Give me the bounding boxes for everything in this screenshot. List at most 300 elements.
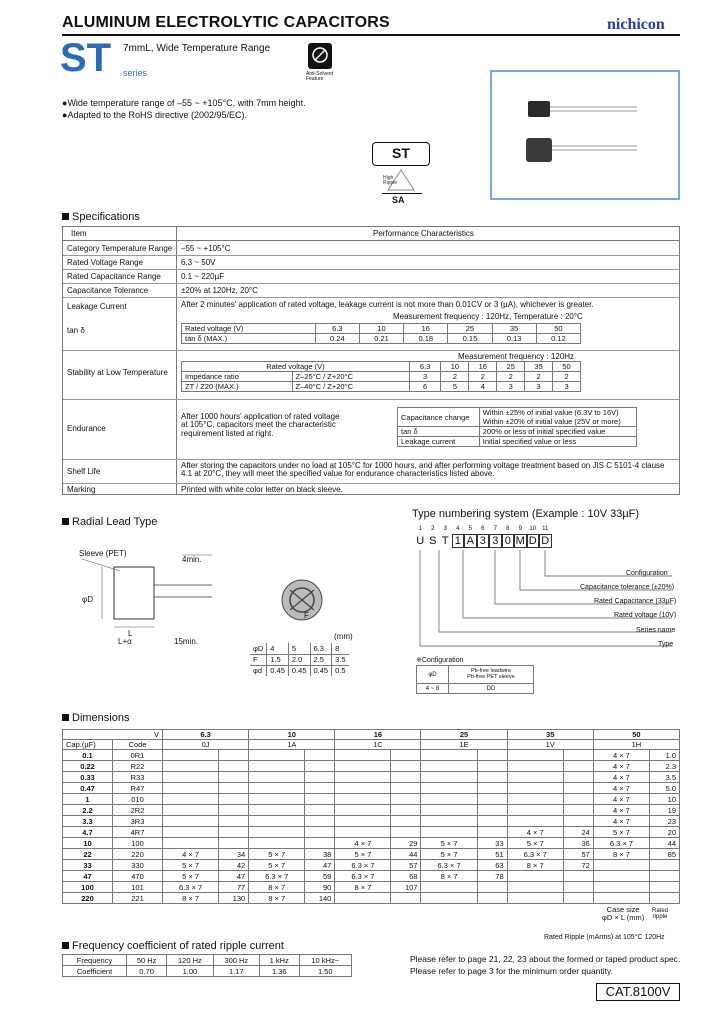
dim-ripple: 5.0: [650, 783, 680, 794]
dim-ripple: [563, 871, 593, 882]
type-label: Type: [658, 641, 674, 648]
stability-cell: 4: [469, 382, 497, 392]
stability-cell: 3: [409, 372, 441, 382]
freq-cell: Coefficient: [63, 966, 127, 977]
table-row: [63, 838, 680, 849]
dim-case-size: 5 × 7: [421, 838, 477, 849]
dim-ripple: 24: [563, 827, 593, 838]
dim-ripple: [391, 761, 421, 772]
dim-ripple: [477, 805, 507, 816]
spec-value: 6.3 ~ 50V: [181, 258, 216, 267]
dim-code-label: Code: [113, 740, 163, 750]
table-row: [63, 893, 680, 904]
dim-case-size: [421, 772, 477, 783]
dim-vcode: 1H: [593, 740, 679, 750]
dim-case-size: 5 × 7: [421, 849, 477, 860]
dim-vcode: 1V: [507, 740, 593, 750]
freq-cell: 10 kHz~: [299, 955, 351, 966]
tand-table: [181, 323, 581, 344]
dim-code: R22: [113, 761, 163, 772]
radial-cell: 3.5: [332, 654, 349, 665]
freq-cell: 1.17: [213, 966, 259, 977]
dim-case-size: [249, 827, 305, 838]
dim-case-size: 5 × 7: [249, 860, 305, 871]
radial-cell: 1.5: [267, 654, 289, 665]
dim-ripple: [391, 750, 421, 761]
stability-temp2: Z–40°C / Z+20°C: [292, 382, 409, 392]
series-code: ST: [60, 36, 112, 80]
dim-ripple: 68: [391, 871, 421, 882]
radial-unit: (mm): [334, 632, 353, 641]
dim-ripple: 90: [305, 882, 335, 893]
stability-cell: 5: [441, 382, 469, 392]
dim-cap: 47: [63, 871, 113, 882]
dim-cap: 2.2: [63, 805, 113, 816]
config-cell: DD: [448, 684, 533, 694]
position: 5: [468, 526, 472, 532]
table-row: [63, 849, 680, 860]
freq-cell: 1.50: [299, 966, 351, 977]
stability-cell: 3: [525, 382, 553, 392]
dim-ripple: [219, 827, 249, 838]
dim-v-label: V: [63, 730, 163, 740]
stability-cell: 16: [469, 362, 497, 372]
dim-ripple: [477, 761, 507, 772]
dim-ripple: [391, 827, 421, 838]
dim-case-size: [335, 772, 391, 783]
bullet-icon: ●: [62, 98, 68, 108]
table-row: [63, 750, 680, 761]
dim-ripple: 1.0: [650, 750, 680, 761]
dim-case-size: [421, 783, 477, 794]
dim-ripple: [305, 750, 335, 761]
anti-solvent-icon: [308, 43, 332, 69]
type-chars: [414, 534, 552, 548]
stability-cell: 3: [497, 382, 525, 392]
radial-cell: 0.45: [310, 665, 332, 676]
series-box-st: ST: [372, 142, 430, 166]
dim-ripple: [563, 816, 593, 827]
marking-item: Marking: [67, 485, 96, 494]
dim-ripple: [477, 827, 507, 838]
dimensions-heading: Dimensions: [62, 712, 129, 724]
dim-case-size: [507, 805, 563, 816]
dim-ripple: 42: [219, 860, 249, 871]
dim-ripple: [391, 893, 421, 904]
catalog-number: CAT.8100V: [596, 983, 680, 1001]
dim-ripple: [219, 750, 249, 761]
series-subtitle: 7mmL, Wide Temperature Range: [123, 43, 271, 54]
dim-case-size: [421, 827, 477, 838]
stability-impedance-label: Impedance ratio: [182, 372, 293, 382]
tand-cell: 6.3: [315, 324, 359, 334]
dim-case-size: 4 × 7: [163, 849, 219, 860]
endurance-text: After 1000 hours' application of rated voltage at 105°C, capacitors meet the characteristic requirement listed at right.: [181, 412, 340, 438]
table-row: [63, 871, 680, 882]
dim-case-size: [507, 794, 563, 805]
dim-case-size: [421, 750, 477, 761]
dim-voltage: 50: [593, 730, 679, 740]
dim-vcode: 0J: [163, 740, 249, 750]
dim-ripple: [391, 794, 421, 805]
spec-row-line: [63, 459, 679, 460]
dim-vcode: 1A: [249, 740, 335, 750]
freq-cell: 120 Hz: [167, 955, 213, 966]
dim-case-size: 8 × 7: [249, 893, 305, 904]
dim-ripple: [563, 794, 593, 805]
dim-ripple: [391, 816, 421, 827]
stability-cell: 10: [441, 362, 469, 372]
spec-item: Rated Capacitance Range: [67, 272, 161, 281]
dim-ripple: [477, 794, 507, 805]
type-char: S: [429, 535, 437, 547]
dim-ripple: [563, 893, 593, 904]
dimensions-footnote: Rated Ripple (mArms) at 105°C 120Hz: [544, 934, 665, 941]
dim-ripple: [650, 860, 680, 871]
radial-cell: 5: [288, 643, 310, 654]
dim-case-size: 4 × 7: [593, 772, 649, 783]
radial-cell: 2.0: [288, 654, 310, 665]
dim-ripple: 78: [477, 871, 507, 882]
frequency-heading: Frequency coefficient of rated ripple current: [62, 940, 284, 952]
spec-col-item: Item: [71, 229, 87, 238]
dim-ripple: [305, 816, 335, 827]
dim-ripple: 140: [305, 893, 335, 904]
type-char: T: [441, 535, 449, 547]
refer-note-2: Please refer to page 3 for the minimum order quantity.: [410, 966, 613, 976]
spec-row-line: [63, 297, 679, 298]
dim-cap: 33: [63, 860, 113, 871]
page-title: ALUMINUM ELECTROLYTIC CAPACITORS: [62, 14, 390, 31]
bullet-icon: ●: [62, 110, 68, 120]
freq-cell: 50 Hz: [127, 955, 167, 966]
dim-cap: 4.7: [63, 827, 113, 838]
radial-l-label: L: [128, 629, 133, 638]
spec-table: [62, 226, 680, 495]
tand-item: tan δ: [67, 326, 85, 335]
dim-ripple: [563, 783, 593, 794]
dim-case-size: [593, 871, 649, 882]
dim-ripple: 59: [305, 871, 335, 882]
dim-case-size: [593, 860, 649, 871]
dim-case-size: [421, 882, 477, 893]
type-positions: [414, 526, 552, 532]
dim-ripple: [219, 772, 249, 783]
dim-case-size: [163, 750, 219, 761]
dim-case-size: [335, 783, 391, 794]
dim-ripple: 33: [477, 838, 507, 849]
dim-case-size: 6.3 × 7: [335, 871, 391, 882]
dim-ripple: [305, 838, 335, 849]
stability-cell: 2: [469, 372, 497, 382]
config-title: ※Configuration: [416, 657, 464, 664]
dim-ripple: [650, 871, 680, 882]
dim-ripple: [219, 805, 249, 816]
capacitor-small-icon: [528, 101, 550, 117]
dim-case-size: [507, 761, 563, 772]
type-char: 3: [477, 534, 490, 548]
spec-col-perf: Performance Characteristics: [373, 229, 474, 238]
dim-cap: 0.47: [63, 783, 113, 794]
config-cell: Pb-free leadwire Pb-free PET sleeve: [448, 666, 533, 684]
dim-voltage: 16: [335, 730, 421, 740]
freq-cell: 1.36: [260, 966, 300, 977]
dim-ripple: 44: [391, 849, 421, 860]
dim-case-size: [593, 893, 649, 904]
dim-case-size: [507, 783, 563, 794]
dim-code: 4R7: [113, 827, 163, 838]
dim-code: 220: [113, 849, 163, 860]
dim-ripple: 34: [219, 849, 249, 860]
dim-case-size: [249, 838, 305, 849]
radial-heading: Radial Lead Type: [62, 516, 157, 528]
endurance-table: [397, 407, 637, 447]
radial-cell: 0.45: [267, 665, 289, 676]
anti-solvent-label: Anti-Solvent Feature: [306, 71, 333, 83]
dim-case-size: 5 × 7: [163, 871, 219, 882]
type-char: 0: [502, 534, 515, 548]
radial-pitch: F: [304, 611, 309, 620]
type-label: Rated Capacitance (33µF): [594, 598, 677, 605]
dim-case-size: 6.3 × 7: [593, 838, 649, 849]
tand-row-label: tan δ (MAX.): [182, 334, 316, 344]
dim-case-size: 4 × 7: [593, 750, 649, 761]
dim-case-size: [163, 772, 219, 783]
dim-case-size: [335, 794, 391, 805]
endurance-value: Initial specified value or less: [479, 437, 636, 447]
dim-cap: 0.22: [63, 761, 113, 772]
radial-sleeve-label: Sleeve (PET): [79, 549, 127, 558]
table-row: [63, 783, 680, 794]
dim-ripple: [391, 772, 421, 783]
tand-cell: 0.24: [315, 334, 359, 344]
dim-ripple: [477, 816, 507, 827]
series-word: series: [123, 68, 148, 78]
dim-ripple: [219, 838, 249, 849]
type-label: Configuration: [626, 570, 668, 577]
dim-ripple: 72: [563, 860, 593, 871]
stability-item: Stability at Low Temperature: [67, 368, 168, 377]
dim-case-size: [163, 827, 219, 838]
dimensions-table-wrap: [62, 729, 680, 904]
spec-row-line: [63, 399, 679, 400]
dim-case-size: [507, 816, 563, 827]
radial-lead-len: 15min.: [174, 637, 199, 646]
dim-ripple: [477, 750, 507, 761]
dim-code: 010: [113, 794, 163, 805]
dim-code: 0R1: [113, 750, 163, 761]
stability-zt-label: ZT / Z20 (MAX.): [182, 382, 293, 392]
dim-case-size: 4 × 7: [593, 783, 649, 794]
freq-cell: 300 Hz: [213, 955, 259, 966]
position: 11: [542, 526, 549, 532]
table-row: [63, 860, 680, 871]
radial-short-len: 4min.: [182, 555, 202, 564]
tand-cell: 0.13: [492, 334, 536, 344]
dim-ripple: [219, 783, 249, 794]
product-photo: [490, 70, 680, 200]
dim-case-size: [507, 882, 563, 893]
dim-case-size: 5 × 7: [249, 849, 305, 860]
dim-cap: 3.3: [63, 816, 113, 827]
dim-ripple: 23: [650, 816, 680, 827]
dim-case-size: 5 × 7: [507, 838, 563, 849]
ripple-legend: Rated ripple: [652, 908, 669, 921]
dim-ripple: 47: [305, 860, 335, 871]
table-row: [63, 805, 680, 816]
dim-ripple: [477, 772, 507, 783]
config-cell: 4 ~ 8: [417, 684, 449, 694]
feature-1: ●Wide temperature range of –55 ~ +105°C, with 7mm height.: [62, 98, 306, 108]
dim-ripple: 20: [650, 827, 680, 838]
dim-ripple: 77: [219, 882, 249, 893]
table-row: [63, 772, 680, 783]
table-row: [63, 882, 680, 893]
dim-ripple: 10: [650, 794, 680, 805]
dim-ripple: 2.3: [650, 761, 680, 772]
dim-case-size: [249, 761, 305, 772]
freq-cell: 1 kHz: [260, 955, 300, 966]
config-cell: φD: [417, 666, 449, 684]
dim-case-size: [507, 893, 563, 904]
dim-case-size: [249, 805, 305, 816]
dim-ripple: 57: [391, 860, 421, 871]
stability-cell: 2: [525, 372, 553, 382]
stability-cell: 3: [553, 382, 581, 392]
spec-item: Leakage Current: [67, 302, 127, 311]
table-row: [63, 816, 680, 827]
case-size-legend: Case size φD × L (mm): [602, 905, 645, 922]
dim-cap: 1: [63, 794, 113, 805]
dim-case-size: 8 × 7: [335, 882, 391, 893]
specifications-heading: Specifications: [62, 211, 140, 223]
header-rule: [62, 34, 680, 36]
dim-ripple: [305, 794, 335, 805]
tand-cell: 0.15: [448, 334, 492, 344]
dim-ripple: 38: [305, 849, 335, 860]
dim-code: 221: [113, 893, 163, 904]
radial-cell: 4: [267, 643, 289, 654]
dim-case-size: [421, 816, 477, 827]
dim-ripple: [305, 805, 335, 816]
dim-case-size: [163, 838, 219, 849]
stability-voltage-label: Rated voltage (V): [182, 362, 410, 372]
dim-case-size: 4 × 7: [335, 838, 391, 849]
spec-row-line: [63, 269, 679, 270]
position: 2: [431, 526, 435, 532]
dim-case-size: 6.3 × 7: [249, 871, 305, 882]
tand-row-label: Rated voltage (V): [182, 324, 316, 334]
anti-solvent-badge: [308, 43, 332, 69]
dim-code: 3R3: [113, 816, 163, 827]
series-chain-rule: [382, 193, 422, 194]
type-char: M: [515, 535, 525, 547]
radial-cell: 8: [332, 643, 349, 654]
type-char: D: [539, 534, 552, 548]
series-box-sa: SA: [392, 195, 405, 205]
dim-ripple: [563, 805, 593, 816]
dim-case-size: 6.3 × 7: [335, 860, 391, 871]
dim-cap-label: Cap.(µF): [63, 740, 113, 750]
dim-ripple: [477, 882, 507, 893]
type-numbering-heading: Type numbering system (Example : 10V 33µF): [412, 508, 640, 520]
tand-cell: 25: [448, 324, 492, 334]
position: 7: [493, 526, 497, 532]
dim-case-size: 6.3 × 7: [163, 882, 219, 893]
dim-cap: 0.1: [63, 750, 113, 761]
dim-case-size: [335, 893, 391, 904]
dim-code: 330: [113, 860, 163, 871]
type-label: Rated voltage (10V): [614, 612, 677, 619]
stability-cell: 6: [409, 382, 441, 392]
dim-case-size: 6.3 × 7: [507, 849, 563, 860]
radial-cell: 0.45: [288, 665, 310, 676]
dim-case-size: [249, 783, 305, 794]
radial-cell: 6.3: [310, 643, 332, 654]
spec-value: After 2 minutes' application of rated voltage, leakage current is not more than 0.01CV or 3 (µA), whichever is greater.: [181, 300, 594, 309]
dim-case-size: [507, 750, 563, 761]
marking-value: Printed with white color letter on black sleeve.: [181, 485, 343, 494]
dim-ripple: 130: [219, 893, 249, 904]
dim-ripple: [305, 827, 335, 838]
position: 9: [518, 526, 522, 532]
dim-code: 101: [113, 882, 163, 893]
dim-case-size: [335, 827, 391, 838]
spec-header-row: [63, 227, 679, 241]
dim-case-size: [335, 816, 391, 827]
dim-cap: 100: [63, 882, 113, 893]
type-char: 1: [452, 534, 465, 548]
position: 3: [443, 526, 447, 532]
dim-code: 100: [113, 838, 163, 849]
position: 1: [418, 526, 422, 532]
radial-cell: φD: [250, 643, 267, 654]
spec-item: Category Temperature Range: [67, 244, 173, 253]
dim-case-size: [163, 794, 219, 805]
spec-divider: [176, 227, 177, 494]
dim-case-size: 5 × 7: [593, 827, 649, 838]
dim-ripple: 29: [391, 838, 421, 849]
dim-ripple: 85: [650, 849, 680, 860]
spec-row-line: [63, 350, 679, 351]
stability-cell: 2: [497, 372, 525, 382]
freq-cell: 1.00: [167, 966, 213, 977]
position: 8: [506, 526, 510, 532]
dim-case-size: [593, 882, 649, 893]
dimensions-table: [62, 729, 680, 904]
dim-code: 2R2: [113, 805, 163, 816]
dim-vcode: 1C: [335, 740, 421, 750]
type-char: 3: [489, 534, 502, 548]
dim-ripple: 36: [563, 838, 593, 849]
endurance-item: Endurance: [67, 424, 106, 433]
dim-voltage: 6.3: [163, 730, 249, 740]
dim-ripple: 44: [650, 838, 680, 849]
dim-ripple: [305, 761, 335, 772]
dim-cap: 10: [63, 838, 113, 849]
dim-case-size: [507, 772, 563, 783]
freq-cell: 0.70: [127, 966, 167, 977]
dim-cap: 0.33: [63, 772, 113, 783]
dim-code: 470: [113, 871, 163, 882]
dim-case-size: [335, 750, 391, 761]
dim-code: R47: [113, 783, 163, 794]
dim-case-size: [421, 794, 477, 805]
endurance-key: Capacitance change: [398, 408, 480, 427]
tand-cell: 50: [536, 324, 580, 334]
dim-case-size: [335, 761, 391, 772]
frequency-table: [62, 954, 352, 977]
